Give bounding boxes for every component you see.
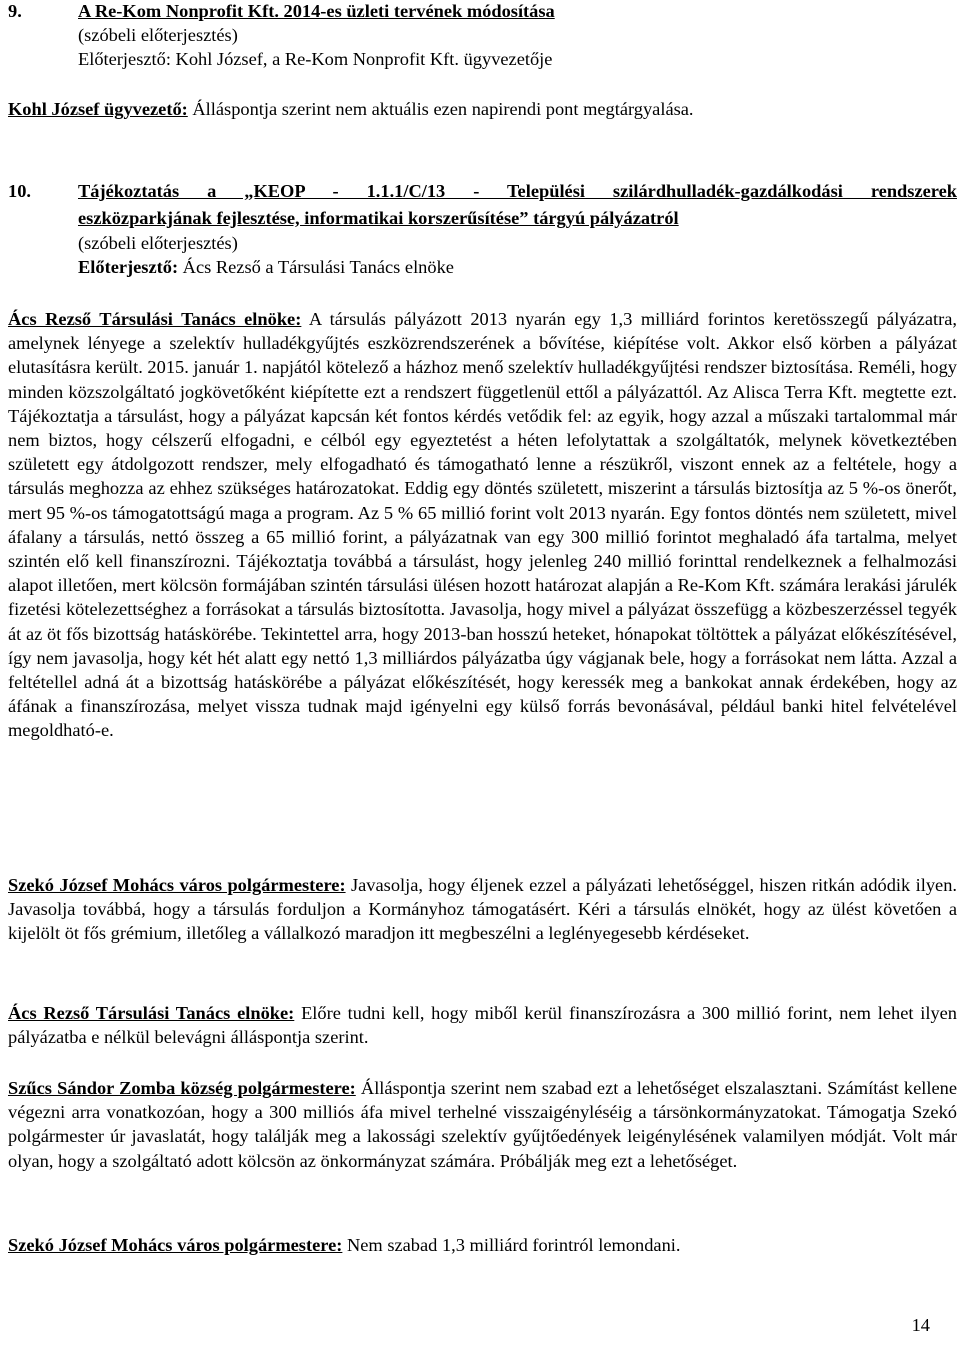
item-9-statement <box>8 98 694 120</box>
item-9-heading <box>8 0 555 22</box>
page-number: 14 <box>911 1315 930 1335</box>
paragraph-text: Javasolja, hogy éljenek ezzel a pályázati lehetőséggel, hiszen ritkán adódik ilyen. Javasolja továbbá, hogy a társulás forduljon a Kormányhoz támogatásért. Kéri a társulás elnökét, hogy az ülést követően a kijelölt öt fős grémium, illetőleg a vállalkozó maradjon itt megbeszélni a leglényegesebb kérdéseket. <box>8 875 957 944</box>
item-9-oral: (szóbeli előterjesztés) <box>78 25 238 45</box>
paragraph-text: Nem szabad 1,3 milliárd forintról lemondani. <box>342 1235 681 1255</box>
speaker-szeko: Szekó József Mohács város polgármestere: <box>8 875 346 895</box>
paragraph-szeko-1 <box>8 873 957 946</box>
item-10-presenter-name: Ács Rezső a Társulási Tanács elnöke <box>178 257 454 277</box>
paragraph-text: Előre tudni kell, hogy miből kerül finanszírozásra a 300 millió forint, nem lehet ilyen pályázatba e nélkül belevágni álláspontja szerint. <box>8 1003 958 1048</box>
speaker-kohl: Kohl József ügyvezető: <box>8 99 188 119</box>
paragraph-text: A társulás pályázott 2013 nyarán egy 1,3 milliárd forintos keretösszegű pályázatra, amelynek lényege a szelektív hulladékgyűjtés eszközrendszerének a bővítése, kiépítése volt. Akkor első körben a pályázat elutasításra került. 2015. január 1. napjától kötelező a házhoz menő szelektív hulladékgyűjtési rendszer biztosítása. Reméli, hogy minden közszolgáltató jogkövetőként kiépítette ezt a rendszert függetlenül ettől a pályázattól. Az Alisca Terra Kft. megtette ezt. Tájékoztatja a társulást, hogy a pályázat kapcsán két fontos kérdés vetődik fel: az egyik, hogy azzal a műszaki tartalommal már nem biztos, hogy célszerű elfogadni, e célból egy egyeztetést a héten lefolytattak a szolgáltatók, melynek következtében született egy átdolgozott rendszer, mely elfogadható és támogatható lenne a részükről, viszont ennek az a feltétele, hogy a társulás meghozza az ehhez szükséges határozatokat. Eddig egy döntés született, miszerint a társulás biztosítja az 5 %-os önerőt, mert 95 %-os támogatottságú maga a program. Az 5 % 65 millió forint volt 2013 nyarán. Egy fontos döntés nem született, mivel áfalany a társulás, nettó összeg a 65 millió forint, a pályázatnak van egy 300 millió forintot meghaladó áfa tartalma, melyet szintén elő kell finanszírozni. Tájékoztatja továbbá a társulást, hogy jelenleg 240 millió forinttal rendelkeznek a felhalmozási alapot illetően, mert kölcsön formájában szintén társulási ülésen hozott határozat alapján a Re-Kom Kft. számára lerakási járulék fizetési kötelezettséghez a forrásokat a társulás biztosította. Javasolja, hogy mivel a pályázat összefügg a közbeszerzéssel tegyék át az öt fős bizottság hatáskörébe. Tekintettel arra, hogy 2013-ban hosszú heteket, hónapokat töltöttek a pályázat előkészítésével, így nem javasolja, hogy két hét alatt egy nettó 1,3 milliárdos pályázatba úgy vágjanak bele, hogy a forrásokat nem látta. Azzal a feltétellel adná át a bizottság hatáskörébe a pályázat előkészítését, hogy keressék meg a bankokat annak érdekében, hogy az áfának a finanszírozása, melyet vissza tudnak majd igényelni egy külső forrás bevonásával, például banki hitel felvételével megoldható-e. <box>8 309 958 741</box>
speaker-szeko: Szekó József Mohács város polgármestere: <box>8 1235 343 1255</box>
speaker-szucs: Szűcs Sándor Zomba község polgármestere: <box>8 1078 356 1098</box>
item-9-title: A Re-Kom Nonprofit Kft. 2014-es üzleti tervének módosítása <box>78 1 555 21</box>
item-10-number: 10. <box>8 181 31 201</box>
paragraph-acs-2 <box>8 1001 957 1049</box>
item-10-title-line2: eszközparkjának fejlesztése, informatikai korszerűsítése” tárgyú pályázatról <box>78 208 679 228</box>
speaker-acs: Ács Rezső Társulási Tanács elnöke: <box>8 1003 295 1023</box>
item-9-presenter: Előterjesztő: Kohl József, a Re-Kom Nonprofit Kft. ügyvezetője <box>78 49 553 69</box>
speaker-acs: Ács Rezső Társulási Tanács elnöke: <box>8 309 302 329</box>
paragraph-szucs <box>8 1076 957 1173</box>
item-10-heading <box>8 180 31 202</box>
item-10-presenter <box>78 256 454 278</box>
item-10-title-line1: Tájékoztatás a „KEOP - 1.1.1/C/13 - Települési szilárdhulladék-gazdálkodási rendszerek <box>78 181 957 201</box>
item-9-number: 9. <box>8 1 22 21</box>
paragraph-szeko-2 <box>8 1233 957 1257</box>
item-10-oral: (szóbeli előterjesztés) <box>78 233 238 253</box>
item-9-statement-text: Álláspontja szerint nem aktuális ezen napirendi pont megtárgyalása. <box>187 99 694 119</box>
item-10-presenter-label: Előterjesztő: <box>78 257 179 277</box>
paragraph-acs-1 <box>8 307 957 743</box>
paragraph-text: Álláspontja szerint nem szabad ezt a lehetőséget elszalasztani. Számítást kellene végezni arra vonatkozóan, hogy a 300 milliós áfa mivel terhelné visszaigényléséig a társönkormányzatokat. Támogatja Szekó polgármester úr javaslatát, hogy találják meg a lakossági szelektív gyűjtőedények leigénylésének valamilyen módját. Volt már olyan, hogy a szolgáltató adott kölcsön az önkormányzat számára. Próbálják meg ezt a lehetőséget. <box>8 1078 957 1171</box>
